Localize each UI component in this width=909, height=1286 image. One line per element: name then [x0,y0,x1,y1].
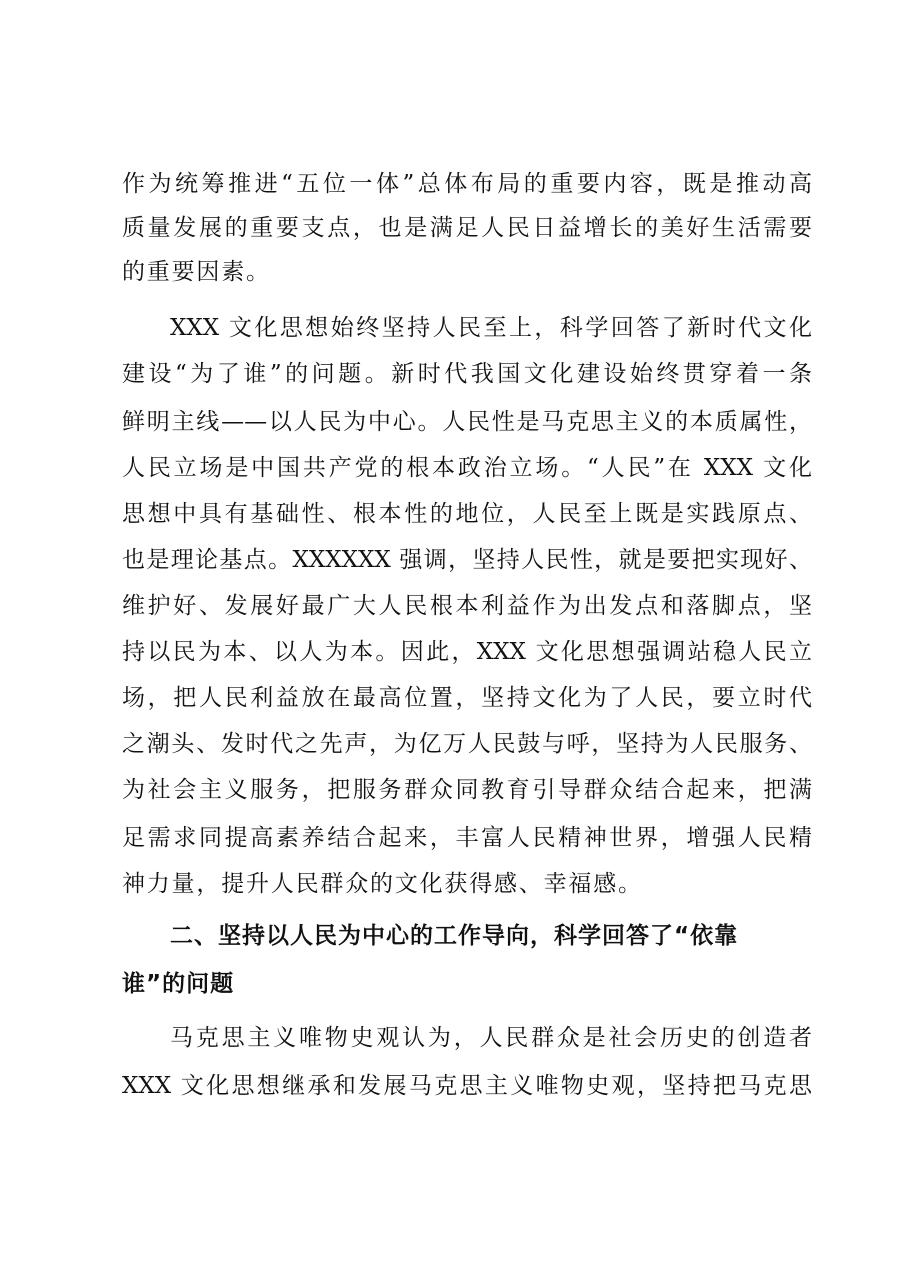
text-line: 鲜明主线——以人民为中心。人民性是马克思主义的本质属性， [122,409,812,435]
text-line: 足需求同提高素养结合起来，丰富人民精神世界，增强人民精 [122,825,812,851]
text-line: 也是理论基点。XXXXXX 强调，坚持人民性，就是要把实现好、 [122,547,812,573]
text-line: 建设“为了谁”的问题。新时代我国文化建设始终贯穿着一条 [122,361,812,387]
text-line: 之潮头、发时代之先声，为亿万人民鼓与呼，坚持为人民服务、 [122,731,812,757]
text-line: 思想中具有基础性、根本性的地位，人民至上既是实践原点、 [122,501,812,527]
text-line: 作为统筹推进“五位一体”总体布局的重要内容，既是推动高 [122,171,812,197]
text-line: 维护好、发展好最广大人民根本利益作为出发点和落脚点，坚 [122,593,812,619]
heading-line: 二、坚持以人民为中心的工作导向，科学回答了“依靠 [170,923,739,949]
text-line: 的重要因素。 [122,259,271,285]
text-line: 为社会主义服务，把服务群众同教育引导群众结合起来，把满 [122,777,812,803]
text-line: 持以民为本、以人为本。因此，XXX 文化思想强调站稳人民立 [122,639,812,665]
heading-line: 谁”的问题 [122,971,235,997]
text-line: 人民立场是中国共产党的根本政治立场。“人民”在 XXX 文化 [122,455,812,481]
text-line: 场，把人民利益放在最高位置，坚持文化为了人民，要立时代 [122,685,812,711]
text-line: 马克思主义唯物史观认为，人民群众是社会历史的创造者 [170,1025,812,1051]
text-line: XXX 文化思想继承和发展马克思主义唯物史观，坚持把马克思 [122,1073,812,1099]
text-line: XXX 文化思想始终坚持人民至上，科学回答了新时代文化 [170,315,812,341]
text-line: 神力量，提升人民群众的文化获得感、幸福感。 [122,871,643,897]
text-line: 质量发展的重要支点，也是满足人民日益增长的美好生活需要 [122,215,812,241]
